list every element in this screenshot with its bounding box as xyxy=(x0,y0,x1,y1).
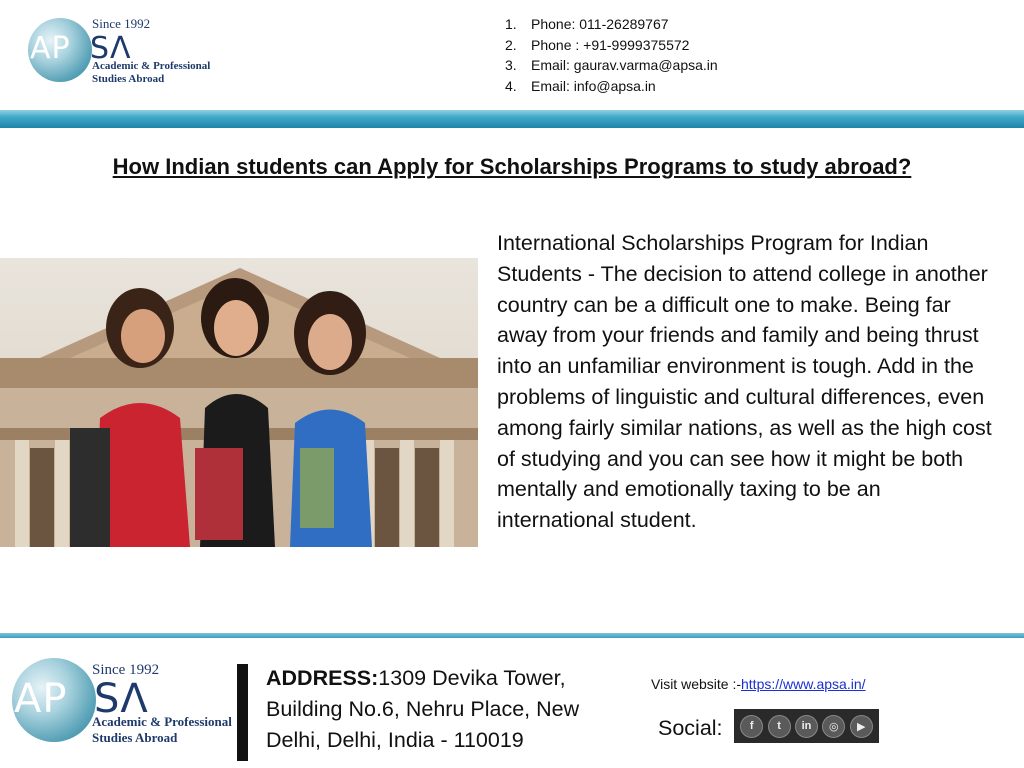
contact-phone: Phone: 011-26289767 xyxy=(531,16,669,32)
contact-number: 3. xyxy=(505,57,517,73)
contact-item xyxy=(505,14,718,35)
footer-divider xyxy=(0,633,1024,638)
visit-label: Visit website :- xyxy=(651,676,741,692)
linkedin-icon[interactable]: in xyxy=(795,715,818,738)
students-photo xyxy=(0,258,478,547)
social-label: Social: xyxy=(658,716,723,740)
apsa-logo xyxy=(26,14,211,90)
website-link[interactable]: https://www.apsa.in/ xyxy=(741,676,866,692)
header-band xyxy=(0,110,1024,128)
logo-tagline-2: Studies Abroad xyxy=(92,73,165,85)
logo-letters-sa: SΛ xyxy=(90,31,132,66)
logo-since: Since 1992 xyxy=(92,662,160,678)
address-block xyxy=(266,663,616,756)
facebook-icon[interactable]: f xyxy=(740,715,763,738)
social-icons-bar xyxy=(734,709,879,743)
apsa-logo-footer xyxy=(10,656,232,748)
address-text: 1309 Devika Tower, Building No.6, Nehru Place, New Delhi, Delhi, India - 110019 xyxy=(266,666,580,752)
address-label: ADDRESS: xyxy=(266,666,379,690)
contact-item xyxy=(505,55,718,76)
contact-email: Email: gaurav.varma@apsa.in xyxy=(531,57,718,73)
youtube-icon[interactable]: ▶ xyxy=(850,715,873,738)
instagram-icon[interactable]: ◎ xyxy=(822,715,845,738)
contact-number: 4. xyxy=(505,77,517,94)
logo-tagline-2: Studies Abroad xyxy=(92,730,178,745)
logo-letters-ap: AP xyxy=(30,31,71,66)
contact-phone: Phone : +91-9999375572 xyxy=(531,36,690,53)
twitter-icon[interactable]: t xyxy=(768,715,791,738)
contact-list xyxy=(505,14,718,96)
contact-email: Email: info@apsa.in xyxy=(531,77,656,94)
logo-tagline: Academic & Professional xyxy=(92,714,232,729)
contact-item xyxy=(505,76,718,97)
contact-item xyxy=(505,35,718,56)
body-paragraph: International Scholarships Program for Indian Students - The decision to attend college in another country can be a difficult one to make. Being far away from your friends and family and being thrust into an unfamiliar environment is tough. Add in the problems of linguistic and cultural differences, even among fairly similar nations, as well as the high cost of studying and you can see how it might be both mentally and emotionally taxing to be an international student. xyxy=(497,231,992,533)
logo-letters-ap: AP xyxy=(14,676,68,722)
contact-number: 2. xyxy=(505,36,517,53)
visit-website xyxy=(651,676,866,692)
vertical-divider xyxy=(237,664,248,761)
contact-number: 1. xyxy=(505,16,517,32)
logo-since: Since 1992 xyxy=(92,16,151,31)
page-title: How Indian students can Apply for Scholarships Programs to study abroad? xyxy=(112,154,912,179)
logo-tagline: Academic & Professional xyxy=(92,60,211,72)
logo-letters-sa: SΛ xyxy=(94,676,149,722)
